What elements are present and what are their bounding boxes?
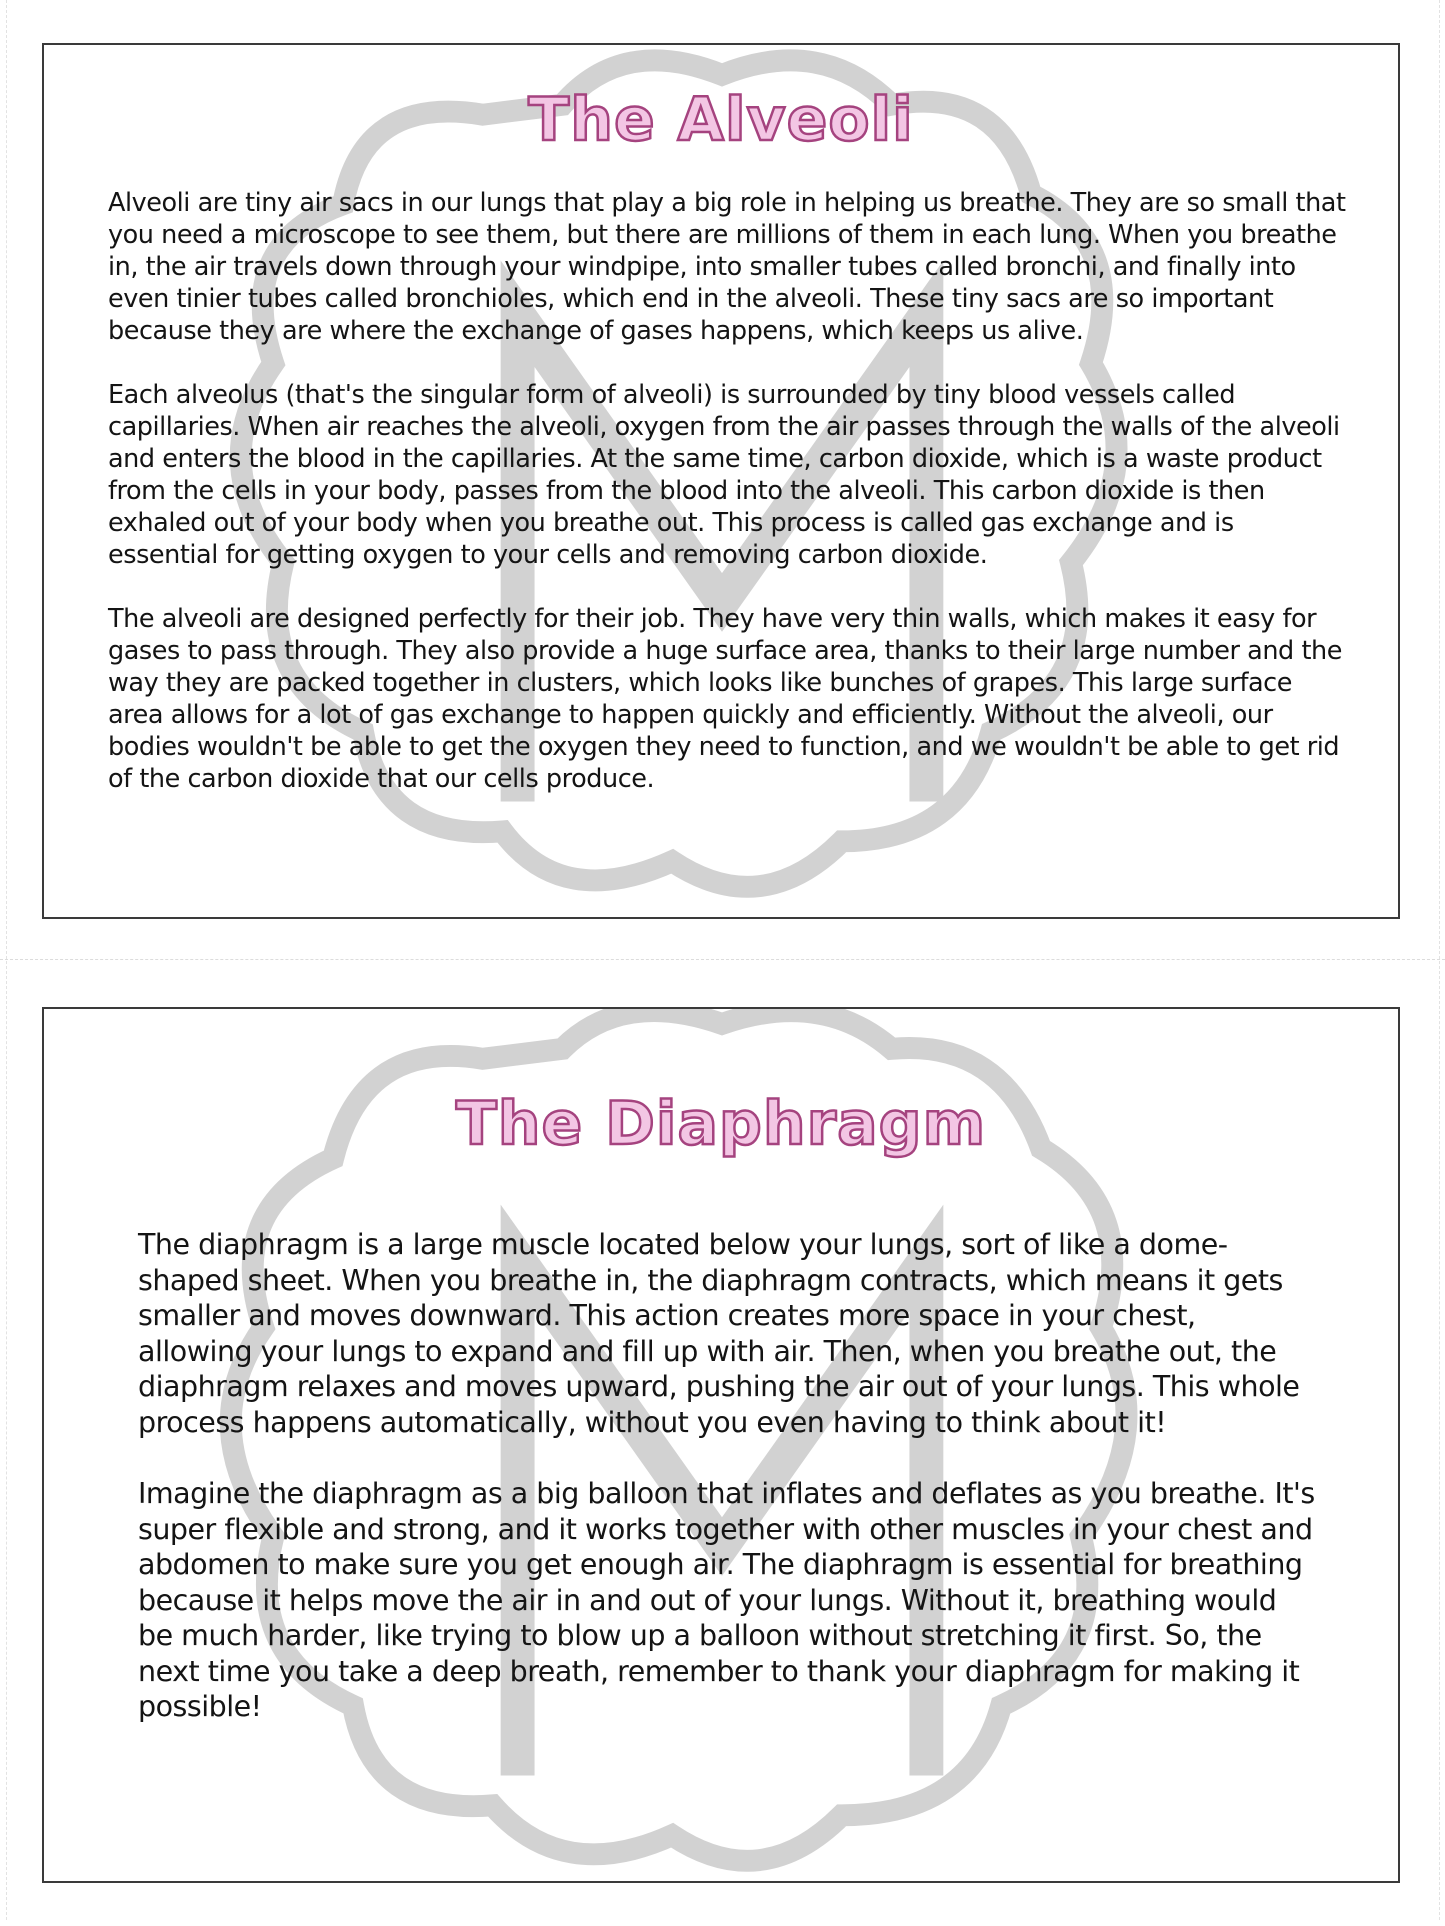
paragraph: The diaphragm is a large muscle located below your lungs, sort of like a dome-shaped sheet. When you breathe in, the diaphragm contracts, which means it gets smaller and moves downward. This action creates more space in your chest, allowing your lungs to expand and fill up with air. Then, when you breathe out, the diaphragm relaxes and moves upward, pushing the air out of your lungs. This whole process happens automatically, without you even having to think about it! xyxy=(138,1228,1300,1439)
cut-line xyxy=(0,959,1445,960)
card-title: The Alveoli xyxy=(528,85,914,155)
paragraph: Imagine the diaphragm as a big balloon that inflates and deflates as you breathe. It's super flexible and strong, and it works together with other muscles in your chest and abdomen to make sure you get enough air. The diaphragm is essential for breathing because it helps move the air in and out of your lungs. Without it, breathing would be much harder, like trying to blow up a balloon without stretching it first. So, the next time you take a deep breath, remember to thank your diaphragm for making it possible! xyxy=(138,1477,1315,1723)
card-diaphragm xyxy=(42,1007,1400,1883)
paragraph: Alveoli are tiny air sacs in our lungs that play a big role in helping us breathe. They are so small that you need a microscope to see them, but there are millions of them in each lung. When you breathe in, the air travels down through your windpipe, into smaller tubes called bronchi, and finally into even tinier tubes called bronchioles, which end in the alveoli. These tiny sacs are so important because they are where the exchange of gases happens, which keeps us alive. xyxy=(108,188,1346,346)
paragraph: Each alveolus (that's the singular form of alveoli) is surrounded by tiny blood vessels called capillaries. When air reaches the alveoli, oxygen from the air passes through the walls of the alveoli and enters the blood in the capillaries. At the same time, carbon dioxide, which is a waste product from the cells in your body, passes from the blood into the alveoli. This carbon dioxide is then exhaled out of your body when you breathe out. This process is called gas exchange and is essential for getting oxygen to your cells and removing carbon dioxide. xyxy=(108,380,1340,570)
paragraph: The alveoli are designed perfectly for their job. They have very thin walls, which makes it easy for gases to pass through. They also provide a huge surface area, thanks to their large number and the way they are packed together in clusters, which looks like bunches of grapes. This large surface area allows for a lot of gas exchange to happen quickly and efficiently. Without the alveoli, our bodies wouldn't be able to get the oxygen they need to function, and we wouldn't be able to get rid of the carbon dioxide that our cells produce. xyxy=(108,604,1342,794)
card-body xyxy=(138,1227,1318,1761)
card-body xyxy=(108,187,1348,827)
card-alveoli xyxy=(42,43,1400,919)
card-title: The Diaphragm xyxy=(455,1089,987,1159)
